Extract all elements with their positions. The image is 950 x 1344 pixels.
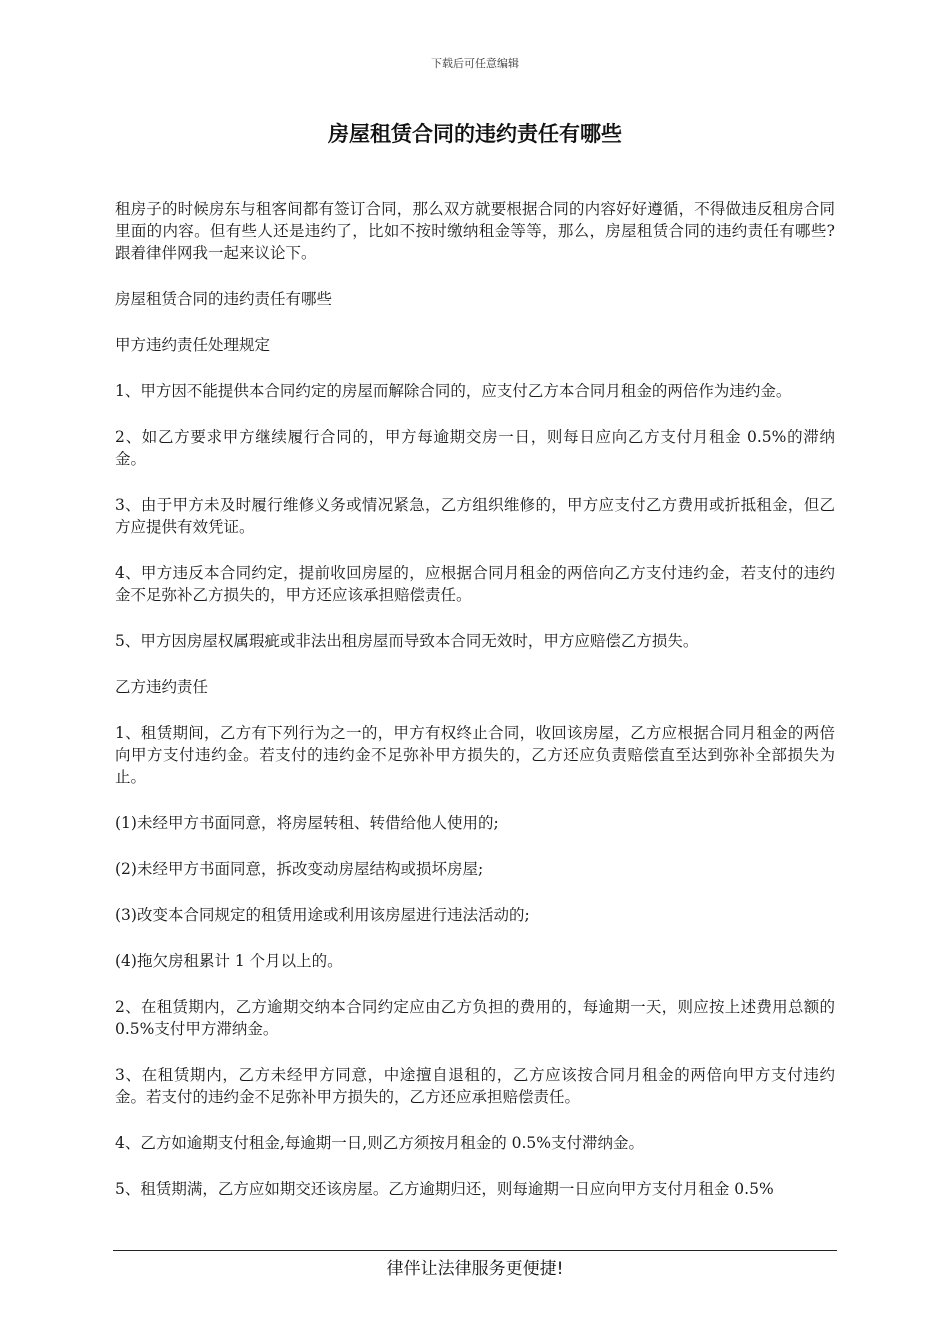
section-heading: 房屋租赁合同的违约责任有哪些 bbox=[115, 290, 333, 308]
footer-slogan: 律伴让法律服务更便捷! bbox=[386, 1259, 564, 1279]
party-a-clause-2: 2、如乙方要求甲方继续履行合同的，甲方每逾期交房一日，则每日应向乙方支付月租金 0.5%的滞纳金。 bbox=[115, 428, 835, 468]
party-b-clause-2: 2、在租赁期内，乙方逾期交纳本合同约定应由乙方负担的费用的，每逾期一天，则应按上述费用总额的 0.5%支付甲方滞纳金。 bbox=[115, 998, 835, 1038]
document-title: 房屋租赁合同的违约责任有哪些 bbox=[328, 122, 622, 146]
party-b-sub-item-2: (2)未经甲方书面同意，拆改变动房屋结构或损坏房屋; bbox=[115, 860, 484, 878]
intro-paragraph: 租房子的时候房东与租客间都有签订合同，那么双方就要根据合同的内容好好遵循，不得做违反租房合同里面的内容。但有些人还是违约了，比如不按时缴纳租金等等，那么，房屋租赁合同的违约责任有哪些?跟着律伴网我一起来议论下。 bbox=[115, 200, 835, 262]
party-b-clause-5: 5、租赁期满，乙方应如期交还该房屋。乙方逾期归还，则每逾期一日应向甲方支付月租金 0.5% bbox=[115, 1180, 774, 1198]
party-b-clause-4: 4、乙方如逾期支付租金,每逾期一日,则乙方须按月租金的 0.5%支付滞纳金。 bbox=[115, 1134, 645, 1152]
document-body bbox=[115, 198, 835, 1200]
party-b-sub-item-1: (1)未经甲方书面同意，将房屋转租、转借给他人使用的; bbox=[115, 814, 499, 832]
subsection-heading-party-b: 乙方违约责任 bbox=[115, 678, 209, 696]
party-a-clause-1: 1、甲方因不能提供本合同约定的房屋而解除合同的，应支付乙方本合同月租金的两倍作为违约金。 bbox=[115, 382, 792, 400]
party-a-clause-4: 4、甲方违反本合同约定，提前收回房屋的，应根据合同月租金的两倍向乙方支付违约金，若支付的违约金不足弥补乙方损失的，甲方还应该承担赔偿责任。 bbox=[115, 564, 835, 604]
party-b-clause-1: 1、租赁期间，乙方有下列行为之一的，甲方有权终止合同，收回该房屋，乙方应根据合同月租金的两倍向甲方支付违约金。若支付的违约金不足弥补甲方损失的，乙方还应负责赔偿直至达到弥补全部损失为止。 bbox=[115, 724, 835, 786]
footer-divider bbox=[113, 1250, 837, 1251]
header-note: 下载后可任意编辑 bbox=[431, 57, 519, 70]
party-b-sub-item-4: (4)拖欠房租累计 1 个月以上的。 bbox=[115, 952, 343, 970]
subsection-heading-party-a: 甲方违约责任处理规定 bbox=[115, 336, 271, 354]
party-a-clause-5: 5、甲方因房屋权属瑕疵或非法出租房屋而导致本合同无效时，甲方应赔偿乙方损失。 bbox=[115, 632, 699, 650]
party-b-sub-item-3: (3)改变本合同规定的租赁用途或利用该房屋进行违法活动的; bbox=[115, 906, 530, 924]
party-b-clause-3: 3、在租赁期内，乙方未经甲方同意，中途擅自退租的，乙方应该按合同月租金的两倍向甲方支付违约金。若支付的违约金不足弥补甲方损失的，乙方还应承担赔偿责任。 bbox=[115, 1066, 835, 1106]
party-a-clause-3: 3、由于甲方未及时履行维修义务或情况紧急，乙方组织维修的，甲方应支付乙方费用或折抵租金，但乙方应提供有效凭证。 bbox=[115, 496, 835, 536]
